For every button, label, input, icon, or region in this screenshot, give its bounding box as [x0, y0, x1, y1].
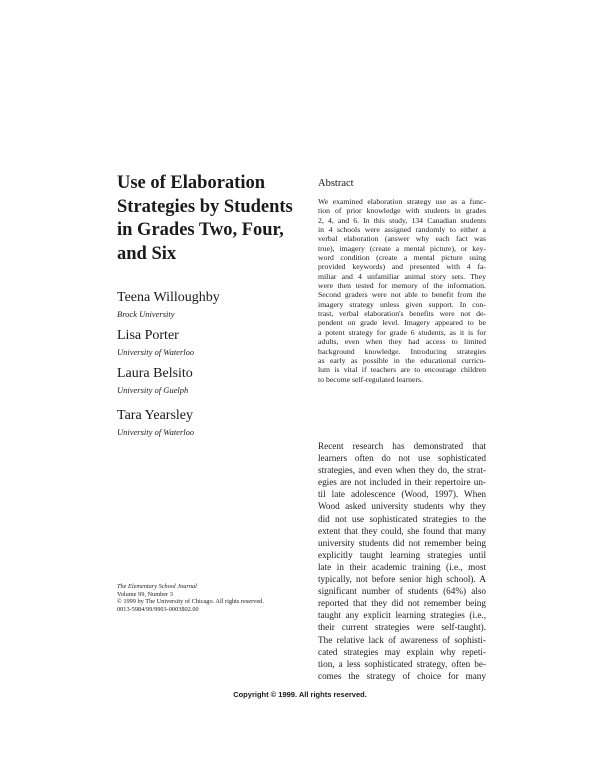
- body-line: The relative lack of awareness of sophisti-: [318, 634, 486, 645]
- body-line: egies are not included in their repertoire un-: [318, 477, 486, 488]
- author-affiliation: University of Waterloo: [117, 427, 195, 437]
- abstract-line: adults, even when they had access to limited: [318, 337, 486, 347]
- abstract-line: background knowledge. Introducing strategies: [318, 346, 486, 356]
- body-line: university students did not remember being: [318, 537, 486, 548]
- abstract-line: tion of prior knowledge with students in grades: [318, 206, 486, 216]
- abstract-line: We examined elaboration strategy use as a func-: [318, 197, 486, 206]
- author-name: Laura Belsito: [117, 366, 193, 381]
- journal-copyright: © 1999 by The University of Chicago. All rights reserved.: [117, 598, 264, 606]
- abstract-line: word condition (create a mental picture using: [318, 253, 486, 263]
- author-name: Teena Willoughby: [117, 290, 220, 305]
- abstract-text: [318, 197, 486, 384]
- abstract-line: true), imagery (create a mental picture), or key-: [318, 243, 486, 253]
- title-line: Use of Elaboration: [117, 173, 265, 193]
- abstract-line: 2, 4, and 6. In this study, 134 Canadian students: [318, 215, 486, 225]
- abstract-line: Second graders were not able to benefit from the: [318, 290, 486, 300]
- title-line: and Six: [117, 243, 177, 264]
- body-line: cated strategies may explain why repeti-: [318, 646, 486, 657]
- body-line: typically, not before senior high school). A: [318, 574, 486, 585]
- body-line: extent that they could, she found that many: [318, 525, 486, 536]
- abstract-line: as early as possible in the educational curricu-: [318, 355, 486, 365]
- abstract-line: pendent on grade level. Imagery appeared to be: [318, 318, 486, 328]
- body-line: comes the strategy of choice for many: [318, 670, 486, 681]
- body-line: til late adolescence (Wood, 1997). When: [318, 489, 486, 500]
- journal-issn: 0013-5984/99/9903-0003$02.00: [117, 605, 199, 613]
- abstract-line: miliar and 4 unfamiliar animal story sets. They: [318, 271, 486, 281]
- body-line: learners often do not use sophisticated: [318, 453, 486, 464]
- body-line: Wood asked university students why they: [318, 501, 486, 512]
- body-line: their current strategies were self-taught).: [318, 622, 486, 633]
- abstract-line: were then tested for memory of the information.: [318, 281, 486, 291]
- article-body-text: [318, 440, 486, 682]
- title-line: in Grades Two, Four,: [117, 220, 284, 240]
- author-name: Tara Yearsley: [117, 408, 193, 423]
- author-affiliation: University of Waterloo: [117, 347, 195, 357]
- body-line: tion, a less sophisticated strategy, often be-: [318, 658, 486, 669]
- body-line: late in their academic training (i.e., most: [318, 561, 486, 572]
- journal-imprint: [117, 583, 307, 613]
- body-line: Recent research has demonstrated that: [318, 441, 486, 451]
- author-name: Lisa Porter: [117, 328, 179, 343]
- body-line: significant number of students (64%) also: [318, 586, 486, 597]
- author-affiliation: Brock University: [117, 309, 175, 319]
- abstract-line: to become self-regulated learners.: [318, 374, 424, 384]
- abstract-line: provided keywords) and presented with 4 fa-: [318, 262, 486, 272]
- author-block: [117, 290, 297, 320]
- journal-name: The Elementary School Journal: [117, 583, 197, 590]
- abstract-line: imagery strategy unless given support. In con-: [318, 299, 486, 309]
- abstract-line: trast, verbal elaboration's benefits were not de-: [318, 309, 486, 319]
- abstract-line: lum is vital if teachers are to encourage children: [318, 365, 486, 375]
- body-line: reported that they did not remember being: [318, 598, 486, 609]
- body-line: did not use sophisticated strategies to the: [318, 513, 486, 524]
- page-copyright-footer: Copyright © 1999. All rights reserved.: [233, 690, 367, 699]
- article-title: [117, 172, 307, 266]
- abstract-heading: Abstract: [318, 178, 354, 189]
- abstract-line: a potent strategy for grade 6 students, as it is for: [318, 327, 486, 337]
- body-line: taught any explicit learning strategies (i.e.,: [318, 610, 486, 621]
- author-block: [117, 408, 297, 438]
- author-affiliation: University of Guelph: [117, 385, 189, 395]
- author-block: [117, 366, 297, 396]
- abstract-line: verbal elaboration (answer why each fact was: [318, 234, 486, 244]
- body-line: strategies, and even when they do, the strat-: [318, 465, 486, 476]
- abstract-line: in 4 schools were assigned randomly to either a: [318, 225, 486, 235]
- author-block: [117, 328, 297, 358]
- title-line: Strategies by Students: [117, 196, 293, 217]
- journal-volume: Volume 99, Number 3: [117, 590, 173, 598]
- body-line: explicitly taught learning strategies until: [318, 549, 486, 560]
